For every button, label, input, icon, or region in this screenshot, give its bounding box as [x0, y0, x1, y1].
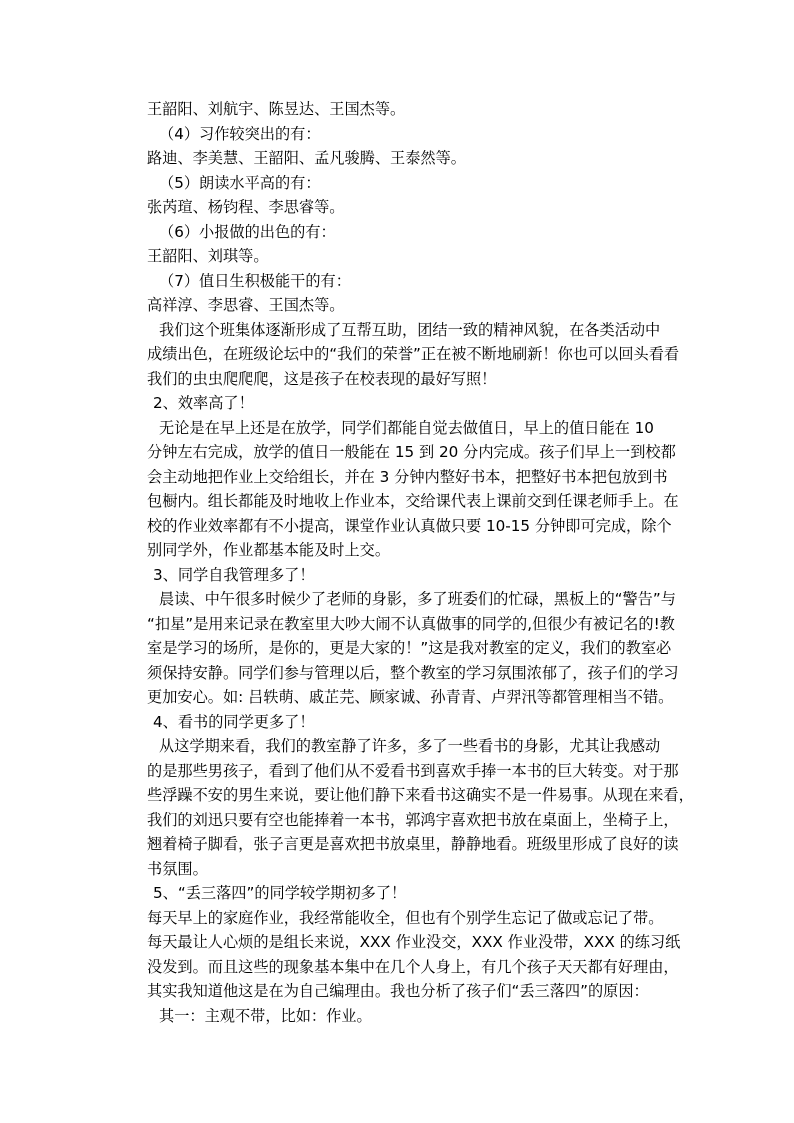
paragraph-line: 我们的刘迅只要有空也能捧着一本书，郭鸿宇喜欢把书放在桌面上，坐椅子上， — [147, 810, 679, 829]
text-line: 路迪、李美慧、王韶阳、孟凡骏腾、王泰然等。 — [147, 149, 466, 167]
paragraph-line: 每天早上的家庭作业，我经常能收全，但也有个别学生忘记了做或忘记了带。 — [147, 908, 664, 927]
paragraph-line: 别同学外，作业都基本能及时上交。 — [147, 541, 390, 559]
paragraph-line: “扣星”是用来记录在教室里大吵大闹不认真做事的同学的,但很少有被记名的!教 — [147, 614, 675, 633]
paragraph-line: 更加安心。如: 吕轶萌、戚芷芫、顾家诚、孙青青、卢羿汛等都管理相当不错。 — [147, 688, 674, 706]
paragraph-line: 每天最让人心烦的是组长来说，XXX 作业没交，XXX 作业没带，XXX 的练习纸 — [147, 933, 681, 951]
paragraph-line: 没发到。而且这些的现象基本集中在几个人身上，有几个孩子天天都有好理由， — [147, 957, 679, 976]
section-heading: （6）小报做的出色的有： — [159, 222, 336, 241]
section-heading: 2、效率高了！ — [153, 394, 254, 412]
text-line: 王韶阳、刘琪等。 — [147, 247, 269, 265]
paragraph-line: 室是学习的场所，是你的，更是大家的！”这是我对教室的定义，我们的教室必 — [147, 639, 672, 657]
paragraph-line: 其一：主观不带，比如：作业。 — [159, 1006, 372, 1025]
paragraph-line: 些浮躁不安的男生来说，要让他们静下来看书这确实不是一件易事。从现在来看， — [147, 786, 694, 804]
section-heading: 5、“丢三落四”的同学较学期初多了！ — [153, 884, 407, 902]
text-line: 张芮瑄、杨钧程、李思睿等。 — [147, 198, 345, 216]
document-body — [147, 97, 694, 1028]
paragraph-line: 成绩出色，在班级论坛中的“我们的荣誉”正在被不断地刷新！你也可以回头看看 — [147, 345, 680, 363]
text-line: 高祥淳、李思睿、王国杰等。 — [147, 296, 345, 314]
paragraph-line: 我们这个班集体逐渐形成了互帮互助，团结一致的精神风貌，在各类活动中 — [159, 320, 661, 339]
paragraph-line: 包橱内。组长都能及时地收上作业本，交给课代表上课前交到任课老师手上。在 — [147, 492, 679, 510]
paragraph-line: 校的作业效率都有不小提高，课堂作业认真做只要 10-15 分钟即可完成，除个 — [147, 516, 672, 535]
section-heading: 3、同学自我管理多了！ — [153, 565, 315, 584]
paragraph-line: 翘着椅子脚看，张子言更是喜欢把书放桌里，静静地看。班级里形成了良好的读 — [147, 835, 679, 853]
section-heading: （7）值日生积极能干的有： — [159, 271, 351, 290]
paragraph-line: 书氛围。 — [147, 859, 208, 878]
paragraph-line: 我们的虫虫爬爬爬，这是孩子在校表现的最好写照！ — [147, 369, 497, 388]
paragraph-line: 的是那些男孩子，看到了他们从不爱看书到喜欢手捧一本书的巨大转变。对于那 — [147, 761, 679, 780]
section-heading: （5）朗读水平高的有： — [159, 173, 321, 192]
section-heading: （4）习作较突出的有： — [159, 124, 321, 143]
paragraph-line: 从这学期来看，我们的教室静了许多，多了一些看书的身影，尤其让我感动 — [159, 737, 661, 755]
paragraph-line: 其实我知道他这是在为自己编理由。我也分析了孩子们“丢三落四”的原因： — [147, 982, 649, 1000]
text-line: 王韶阳、刘航宇、陈昱达、王国杰等。 — [147, 100, 406, 118]
paragraph-line: 晨读、中午很多时候少了老师的身影，多了班委们的忙碌，黑板上的“警告”与 — [159, 590, 676, 608]
section-heading: 4、看书的同学更多了！ — [153, 712, 315, 731]
paragraph-line: 须保持安静。同学们参与管理以后，整个教室的学习氛围浓郁了，孩子们的学习 — [147, 663, 679, 682]
paragraph-line: 无论是在早上还是在放学，同学们都能自觉去做值日，早上的值日能在 10 — [159, 418, 654, 437]
paragraph-line: 会主动地把作业上交给组长，并在 3 分钟内整好书本，把整好书本把包放到书 — [147, 467, 668, 486]
paragraph-line: 分钟左右完成，放学的值日一般能在 15 到 20 分内完成。孩子们早上一到校都 — [147, 443, 676, 461]
